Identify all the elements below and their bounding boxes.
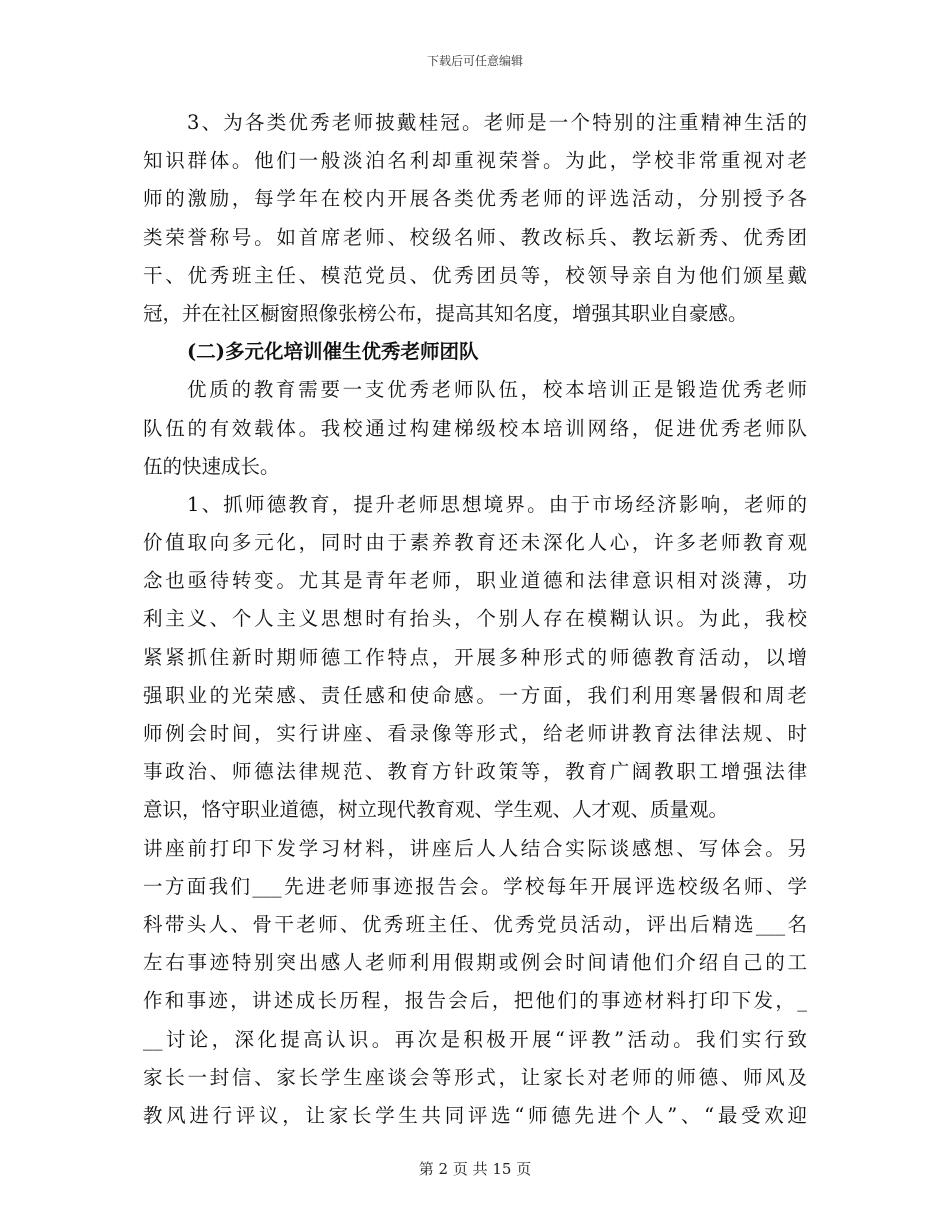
text-line: 作和事迹，讲述成长历程，报告会后，把他们的事迹材料打印下发，_: [143, 989, 807, 1013]
text-line: 利主义、个人主义思想时有抬头，个别人存在模糊认识。为此，我校: [143, 607, 807, 631]
text-line: 伍的快速成长。: [143, 454, 280, 478]
text-line: 讲座前打印下发学习材料，讲座后人人结合实际谈感想、写体会。另: [143, 836, 807, 860]
text-line: 知识群体。他们一般淡泊名利却重视荣誉。为此，学校非常重视对老: [143, 149, 807, 173]
text-line: 强职业的光荣感、责任感和使命感。一方面，我们利用寒暑假和周老: [143, 683, 807, 707]
text-line: 教风进行评议，让家长学生共同评选“师德先进个人”、“最受欢迎: [143, 1103, 807, 1127]
text-line: 左右事迹特别突出感人老师利用假期或例会时间请他们介绍自己的工: [143, 951, 807, 975]
text-line: 1、抓师德教育，提升老师思想境界。由于市场经济影响，老师的: [187, 492, 807, 516]
text-line: 科带头人、骨干老师、优秀班主任、优秀党员活动，评出后精选___名: [143, 912, 807, 936]
page-number: 第 2 页 共 15 页: [418, 1160, 532, 1178]
text-line: 一方面我们___先进老师事迹报告会。学校每年开展评选校级名师、学: [143, 874, 807, 898]
text-line: 师例会时间，实行讲座、看录像等形式，给老师讲教育法律法规、时: [143, 722, 807, 745]
text-line: 意识，恪守职业道德，树立现代教育观、学生观、人才观、质量观。: [143, 798, 729, 822]
text-line: 紧紧抓住新时期师德工作特点，开展多种形式的师德教育活动，以增: [143, 645, 807, 669]
text-line: __讨论，深化提高认识。再次是积极开展“评教”活动。我们实行致: [143, 1027, 807, 1051]
text-line: 念也亟待转变。尤其是青年老师，职业道德和法律意识相对淡薄，功: [143, 569, 807, 593]
section-heading: (二)多元化培训催生优秀老师团队: [187, 340, 479, 364]
text-line: 师的激励，每学年在校内开展各类优秀老师的评选活动，分别授予各: [143, 187, 807, 211]
text-line: 类荣誉称号。如首席老师、校级名师、教改标兵、教坛新秀、优秀团: [143, 225, 807, 249]
text-line: 事政治、师德法律规范、教育方针政策等，教育广阔教职工增强法律: [143, 760, 807, 784]
page-header: 下载后可任意编辑: [426, 54, 523, 68]
text-line: 家长一封信、家长学生座谈会等形式，让家长对老师的师德、师风及: [143, 1065, 807, 1089]
document-body: [143, 104, 807, 1135]
text-line: 冠，并在社区橱窗照像张榜公布，提高其知名度，增强其职业自豪感。: [143, 301, 748, 325]
text-line: 干、优秀班主任、模范党员、优秀团员等，校领导亲自为他们颁星戴: [143, 263, 807, 287]
text-line: 优质的教育需要一支优秀老师队伍，校本培训正是锻造优秀老师: [187, 378, 807, 402]
text-line: 价值取向多元化，同时由于素养教育还未深化人心，许多老师教育观: [143, 531, 807, 555]
text-line: 3、为各类优秀老师披戴桂冠。老师是一个特别的注重精神生活的: [187, 111, 807, 134]
text-line: 队伍的有效载体。我校通过构建梯级校本培训网络，促进优秀老师队: [143, 416, 807, 440]
